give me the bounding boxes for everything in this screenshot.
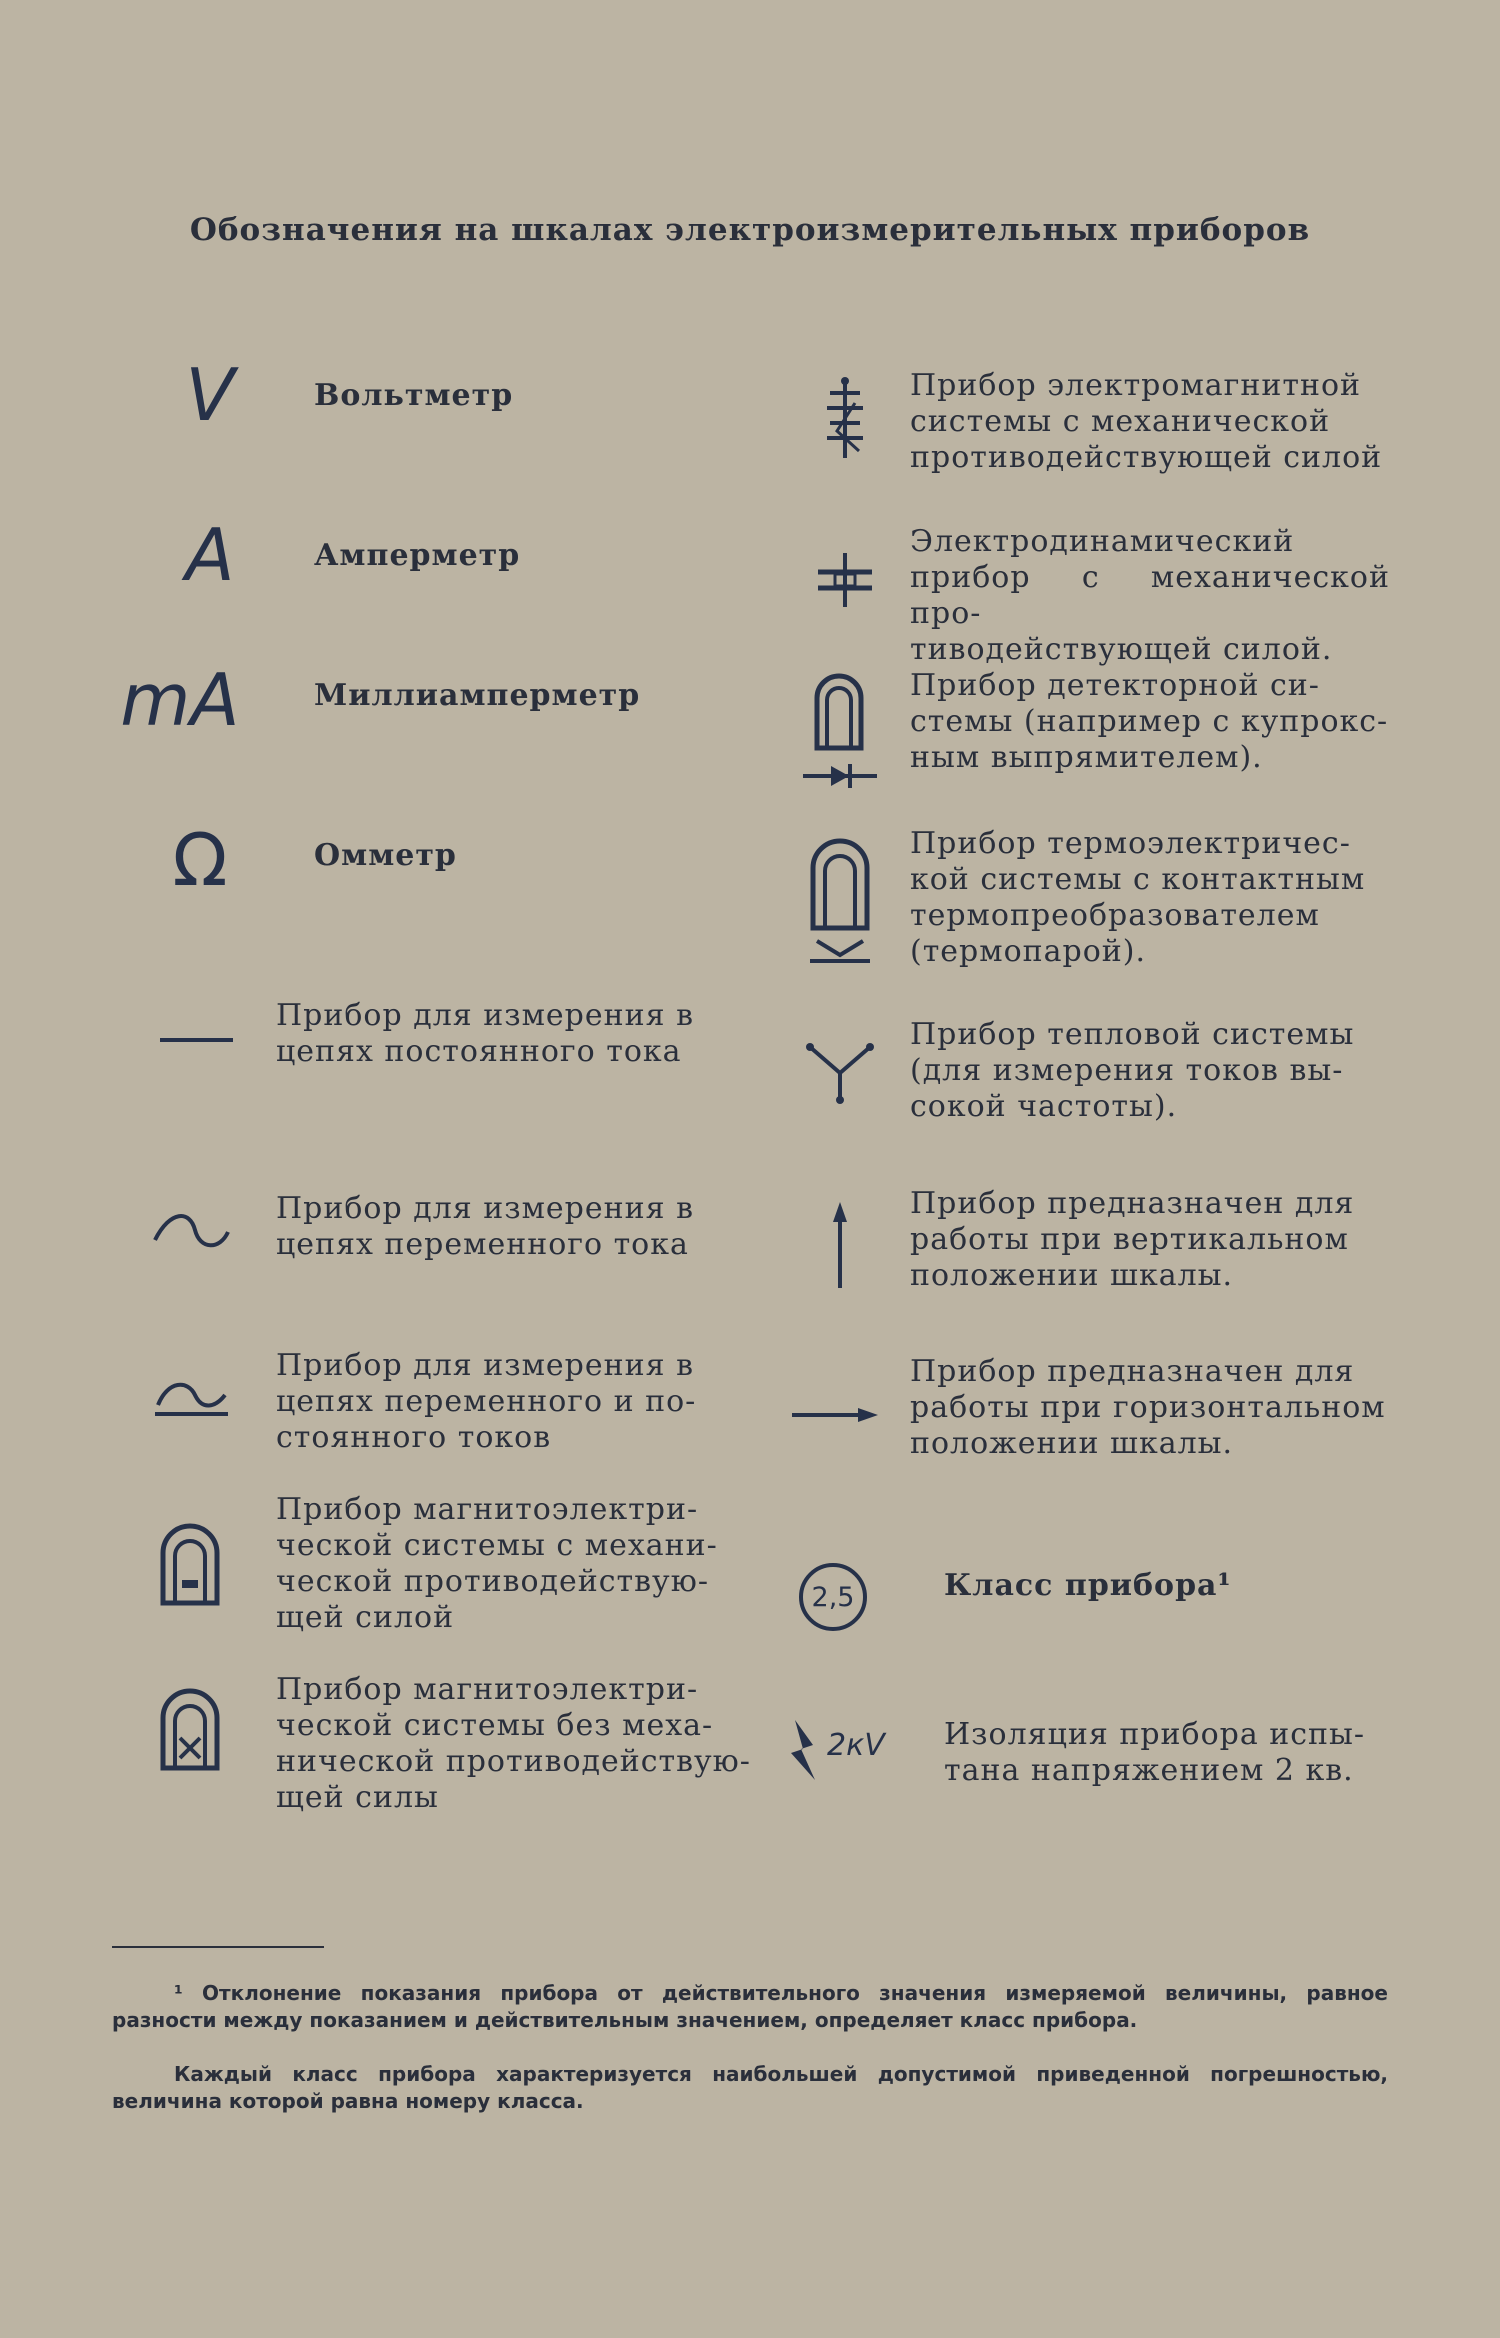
- thermal-icon: [795, 1030, 885, 1110]
- footnote-paragraph-2: Каждый класс прибора характеризуется наибольшей допустимой приведенной погрешностью, величина которой равна номеру класса.: [112, 2062, 1388, 2113]
- ac-dc-icon: [145, 1370, 235, 1430]
- left-item-magnetoelectric: Прибор магнитоэлектри- ческой системы с механи- ческой противодействую- щей силой: [276, 1492, 718, 1635]
- right-item-insulation: Изоляция прибора испы- тана напряжением 2 кв.: [944, 1717, 1366, 1788]
- electrodynamic-icon: [800, 545, 890, 615]
- lightning-icon: 2кV: [785, 1710, 895, 1790]
- left-item-magnetoelectric-no-spring: Прибор магнитоэлектри- ческой системы без меха- нической противодействую- щей силы: [276, 1672, 751, 1815]
- left-item-dc: Прибор для измерения в цепях постоянного тока: [276, 998, 694, 1069]
- ohmmeter-symbol: Ω: [172, 818, 228, 902]
- right-item-thermoelectric: Прибор термоэлектричес- кой системы с контактным термопреобразователем (термопарой).: [910, 826, 1366, 969]
- left-item-acdc: Прибор для измерения в цепях переменного и по- стоянного токов: [276, 1348, 697, 1455]
- electromagnetic-icon: [800, 370, 890, 465]
- left-item-milliammeter: Миллиамперметр: [314, 678, 641, 713]
- right-item-electromagnetic: Прибор электромагнитной системы с механической противодействующей силой: [910, 368, 1383, 475]
- dc-line-icon: [150, 1020, 240, 1060]
- footnote-paragraph-1: ¹ Отклонение показания прибора от действительного значения измеряемой величины, равное разности между показанием и действительным значением, определяет класс прибора.: [112, 1981, 1388, 2032]
- page-title: Обозначения на шкалах электроизмерительных приборов: [189, 212, 1311, 248]
- milliammeter-symbol: mA: [120, 658, 240, 742]
- right-item-class: Класс прибора¹: [944, 1568, 1232, 1603]
- ac-tilde-icon: [145, 1200, 235, 1260]
- right-item-horizontal: Прибор предназначен для работы при горизонтальном положении шкалы.: [910, 1354, 1386, 1461]
- ammeter-symbol: A: [185, 513, 235, 597]
- thermoelectric-icon: [790, 830, 890, 970]
- right-item-electrodynamic: Электродинамический прибор с механической про- тиводействующей силой.: [910, 524, 1390, 667]
- magnetoelectric-icon: [145, 1515, 235, 1610]
- left-item-voltmeter: Вольтметр: [314, 378, 514, 413]
- class-circle-icon: 2,5: [793, 1557, 873, 1637]
- left-item-ohmmeter: Омметр: [314, 838, 457, 873]
- right-item-rectifier: Прибор детекторной си- стемы (например с купрокс- ным выпрямителем).: [910, 668, 1389, 775]
- vertical-arrow-icon: [810, 1195, 870, 1295]
- rectifier-icon: [790, 665, 890, 795]
- footnote-divider: [112, 1946, 324, 1948]
- right-item-vertical: Прибор предназначен для работы при вертикальном положении шкалы.: [910, 1186, 1355, 1293]
- horizontal-arrow-icon: [785, 1395, 885, 1435]
- left-item-ammeter: Амперметр: [314, 538, 521, 573]
- right-item-thermal: Прибор тепловой системы (для измерения токов вы- сокой частоты).: [910, 1017, 1355, 1124]
- voltmeter-symbol: V: [185, 353, 235, 437]
- left-item-ac: Прибор для измерения в цепях переменного тока: [276, 1191, 694, 1262]
- magnetoelectric-no-spring-icon: [145, 1680, 235, 1775]
